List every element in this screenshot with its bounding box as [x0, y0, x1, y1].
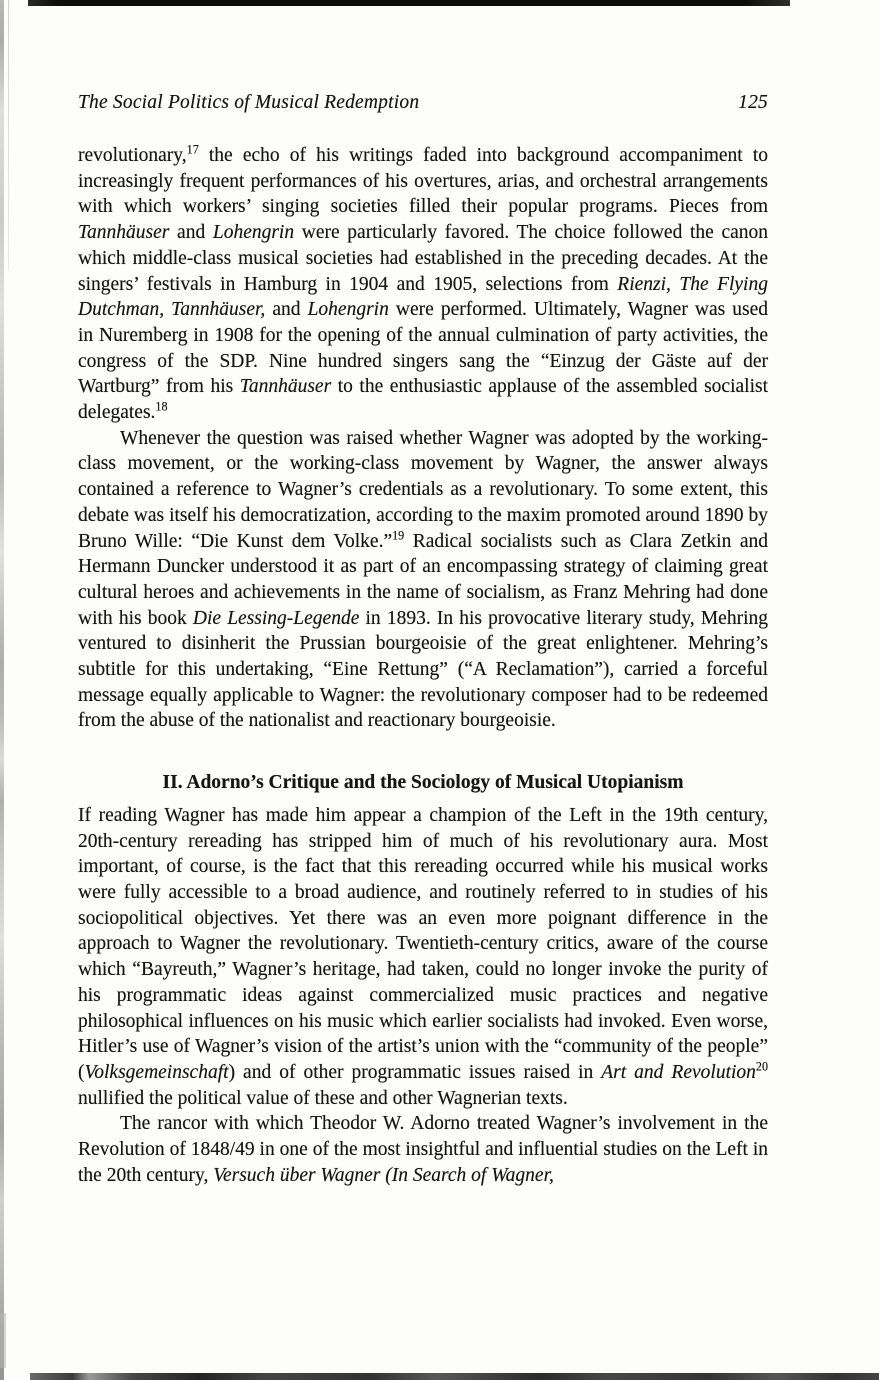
scan-artifact-left-edge: [0, 0, 4, 1380]
text-run: The rancor with which Theodor W. Adorno treated Wagner’s involvement in the Revolution of 1848/49 in one of the most insightful and influential studies on the Left in the 20th century,: [78, 1113, 768, 1186]
paragraph: [78, 426, 768, 734]
paragraph: [78, 1111, 768, 1188]
footnote-marker: 19: [392, 528, 405, 543]
text-run: revolutionary,: [78, 145, 187, 166]
text-run: Die Lessing-Legende: [192, 607, 360, 629]
page-body: [78, 143, 768, 1188]
text-run: were particularly favored. The choice followed the canon which middle-class musical societies had established in the preceding decades. At the singers’ festivals in Hamburg in 1904 and 1905, selections from: [78, 222, 768, 295]
text-run: Volksgemeinschaft: [84, 1061, 229, 1083]
text-run: were performed. Ultimately, Wagner was used in Nuremberg in 1908 for the opening of the annual culmination of party activities, the congress of the SDP. Nine hundred singers sang the “Einzug der Gäste auf der Wartburg” from his: [78, 299, 769, 398]
text-run: Lohengrin: [212, 222, 295, 244]
text-run: Lohengrin: [307, 299, 389, 321]
text-run: Versuch über Wagner (In Search of Wagner,: [213, 1164, 554, 1186]
scan-artifact-left-hairline: [8, 0, 9, 270]
text-run: Tannhäuser: [78, 222, 170, 244]
text-run: Radical socialists such as Clara Zetkin and Hermann Duncker understood it as part of an encompassing strategy of claiming great cultural heroes and achievements in the name of socialism, as Franz Mehring had done with his book: [78, 530, 769, 629]
text-run: in 1893. In his provocative literary study, Mehring ventured to disinherit the Prussian bourgeoisie of the great enlightener. Mehring’s subtitle for this undertaking, “Eine Rettung” (“A Reclamation”), carried a forceful message equally applicable to Wagner: the revolutionary composer had to be redeemed from the abuse of the nationalist and reactionary bourgeoisie.: [78, 607, 768, 732]
footnote-marker: 18: [155, 399, 168, 414]
section-heading: II. Adorno’s Critique and the Sociology of Musical Utopianism: [162, 772, 684, 794]
text-run: and: [265, 299, 308, 321]
running-header-title: The Social Politics of Musical Redemption: [78, 92, 420, 113]
text-run: and: [169, 222, 213, 244]
text-run: Tannhäuser: [239, 376, 332, 398]
paragraph: [78, 143, 768, 426]
text-run: Art and Revolution: [601, 1061, 756, 1083]
page-number: 125: [738, 92, 768, 113]
text-run: If reading Wagner has made him appear a champion of the Left in the 19th century, 20th-century rereading has stripped him of much of his revolutionary aura. Most important, of course, is the fact that this rereading occurred while his musical works were fully accessible to a broad audience, and routinely referred to in studies of his sociopolitical objectives. Yet there was an even more poignant difference in the approach to Wagner the revolutionary. Twentieth-century critics, aware of the course which “Bayreuth,” Wagner’s heritage, had taken, could no longer invoke the purity of his programmatic ideas against commercialized music practices and negative philosophical influences on his music which earlier socialists had invoked. Even worse, Hitler’s use of Wagner’s vision of the artist’s union with the “community of the people” (: [78, 804, 768, 1083]
text-run: Whenever the question was raised whether Wagner was adopted by the working-class movement, or the working-class movement by Wagner, the answer always contained a reference to Wagner’s credentials as a revolutionary. To some extent, this debate was itself his democratization, according to the maxim promoted around 1890 by Bruno Wille: “Die Kunst dem Volke.”: [78, 427, 768, 552]
scan-artifact-top-edge: [28, 0, 790, 6]
running-header: [78, 92, 768, 114]
footnote-marker: 20: [755, 1059, 768, 1074]
paragraph: [78, 803, 768, 1111]
scan-artifact-bottom-edge: [30, 1373, 879, 1380]
text-run: the echo of his writings faded into background accompaniment to increasingly frequent performances of his overtures, arias, and orchestral arrangements with which workers’ singing societies filled their popular programs. Pieces from: [78, 145, 768, 218]
text-run: to the enthusiastic applause of the assembled socialist delegates.: [78, 376, 768, 424]
text-run: nullified the political value of these and other Wagnerian texts.: [78, 1087, 568, 1109]
text-run: Rienzi, The Flying Dutchman, Tannhäuser,: [78, 273, 768, 321]
footnote-marker: 17: [186, 142, 199, 157]
text-run: ) and of other programmatic issues raised in: [228, 1061, 602, 1083]
scan-artifact-bottom-left-smudge: [0, 1313, 6, 1368]
